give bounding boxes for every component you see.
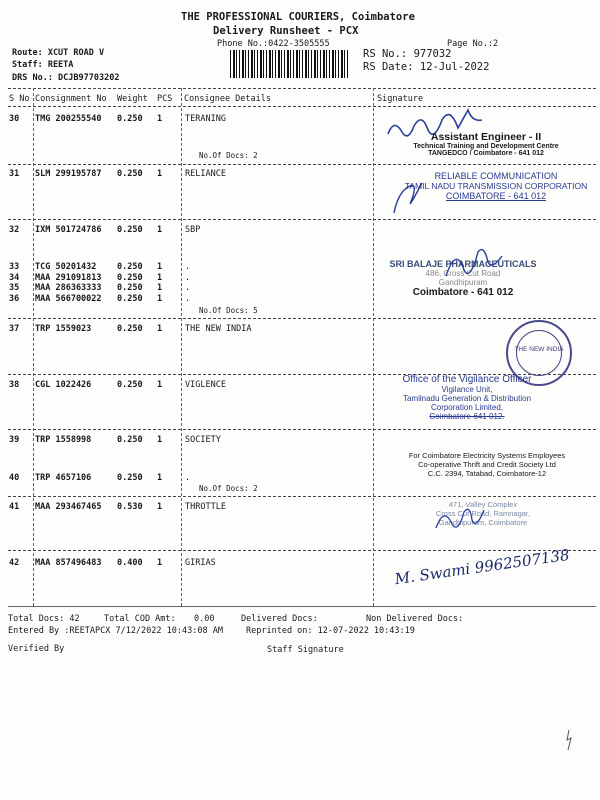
row-rule [8, 164, 596, 165]
header-top-rule [8, 88, 596, 89]
stamp-line: Cross Cut Road, Ramnagar, [435, 509, 531, 518]
col-divider [33, 88, 34, 606]
row-consignment: TMG 200255540 [35, 114, 102, 124]
row-pcs: 1 [157, 502, 163, 512]
row-pcs: 1 [157, 273, 163, 283]
row-consignee: GIRIAS [185, 558, 216, 568]
row-pcs: 1 [157, 169, 163, 179]
col-sno: S No [9, 94, 30, 104]
row-sno: 30 [9, 114, 20, 124]
row-sno: 39 [9, 435, 20, 445]
stamp-electricity-society [378, 451, 596, 478]
row-consignment: MAA 286363333 [35, 283, 102, 293]
row-rule [8, 496, 596, 497]
row-pcs: 1 [157, 380, 163, 390]
verified-by: Verified By [8, 644, 65, 654]
table-bottom-rule [8, 606, 596, 607]
docs-count: No.Of Docs: 2 [199, 151, 258, 160]
page-number: Page No.:2 [447, 39, 499, 49]
drs-number: DRS No.: DCJB97703202 [12, 73, 120, 83]
row-consignee: THE NEW INDIA [185, 324, 252, 334]
row-consignee: . [185, 473, 191, 483]
stamp-line: COIMBATORE - 641 012 [445, 191, 547, 201]
row-consignee: . [185, 273, 191, 283]
total-cod-value: 0.00 [194, 614, 215, 624]
stamp-line: Coimbatore - 641 012 [412, 287, 514, 298]
rs-date: RS Date: 12-Jul-2022 [363, 61, 490, 73]
total-docs: Total Docs: 42 [8, 614, 80, 624]
row-rule [8, 429, 596, 430]
row-consignee: VIGLENCE [185, 380, 226, 390]
row-consignment: SLM 299195787 [35, 169, 102, 179]
reprinted-on: Reprinted on: 12-07-2022 10:43:19 [246, 626, 415, 636]
row-consignment: MAA 566700022 [35, 294, 102, 304]
stamp-line: Co-operative Thrift and Credit Society Ltd [418, 460, 556, 469]
row-consignee: THROTTLE [185, 502, 226, 512]
stamp-line: Gandhipuram, Coimbatore [438, 518, 528, 527]
row-consignee: . [185, 283, 191, 293]
row-consignment: TRP 1559023 [35, 324, 92, 334]
row-rule [8, 318, 596, 319]
stamp-line: RELIABLE COMMUNICATION [434, 171, 558, 181]
delivered-docs: Delivered Docs: [241, 614, 318, 624]
row-consignment: CGL 1022426 [35, 380, 92, 390]
row-weight: 0.250 [117, 283, 143, 293]
route-label: Route: XCUT ROAD V [12, 48, 105, 58]
row-pcs: 1 [157, 294, 163, 304]
signature-scribble [440, 242, 510, 282]
stamp-line: Office of the Vigilance Officer [402, 374, 532, 385]
row-consignee: . [185, 294, 191, 304]
row-consignment: MAA 291091813 [35, 273, 102, 283]
row-consignment: TRP 1558998 [35, 435, 92, 445]
row-consignment: MAA 857496483 [35, 558, 102, 568]
row-rule [8, 550, 596, 551]
row-weight: 0.250 [117, 262, 143, 272]
phone-number: Phone No.:0422-3505555 [217, 39, 330, 49]
row-weight: 0.250 [117, 273, 143, 283]
staff-label: Staff: REETA [12, 60, 74, 70]
total-cod-label: Total COD Amt: [104, 614, 176, 624]
row-sno: 33 [9, 262, 20, 272]
seal-text: THE NEW INDIA [514, 346, 564, 353]
row-pcs: 1 [157, 262, 163, 272]
row-pcs: 1 [157, 283, 163, 293]
stamp-line: Coimbatore-641 012. [429, 412, 505, 421]
row-weight: 0.250 [117, 294, 143, 304]
row-pcs: 1 [157, 324, 163, 334]
stamp-line: For Coimbatore Electricity Systems Employees [408, 451, 566, 460]
stamp-line: SRI BALAJE PHARMACEUTICALS [389, 259, 537, 269]
row-weight: 0.250 [117, 324, 143, 334]
row-weight: 0.250 [117, 225, 143, 235]
row-weight: 0.250 [117, 169, 143, 179]
row-pcs: 1 [157, 114, 163, 124]
row-consignee: RELIANCE [185, 169, 226, 179]
col-weight: Weight [117, 94, 148, 104]
signature-scribble [386, 175, 426, 220]
stamp-vigilance [382, 374, 552, 421]
stamp-line: Corporation Limited, [430, 403, 504, 412]
runsheet-title: Delivery Runsheet - PCX [213, 25, 359, 37]
row-sno: 35 [9, 283, 20, 293]
stamp-line: Gandhipuram [438, 278, 488, 287]
row-consignment: TCG 50201432 [35, 262, 97, 272]
stamp-line: C.C. 2394, Tatabad, Coimbatore-12 [427, 469, 547, 478]
entered-by: Entered By :REETAPCX 7/12/2022 10:43:08 AM [8, 626, 223, 636]
docs-count: No.Of Docs: 2 [199, 484, 258, 493]
row-consignment: TRP 4657106 [35, 473, 92, 483]
row-consignment: MAA 293467465 [35, 502, 102, 512]
non-delivered-docs: Non Delivered Docs: [366, 614, 464, 624]
stamp-reliable-communication [404, 171, 588, 201]
company-name: THE PROFESSIONAL COURIERS, Coimbatore [181, 11, 415, 23]
row-weight: 0.400 [117, 558, 143, 568]
row-pcs: 1 [157, 435, 163, 445]
row-pcs: 1 [157, 225, 163, 235]
signature-scribble [430, 498, 490, 538]
stamp-line: 471, Valley Complex [448, 500, 518, 509]
stamp-line: Assistant Engineer - II [430, 131, 542, 143]
col-signature: Signature [377, 94, 424, 104]
stamp-line: 486, Cross Cut Road [425, 269, 501, 278]
row-weight: 0.250 [117, 380, 143, 390]
row-sno: 41 [9, 502, 20, 512]
row-consignee: TERANING [185, 114, 226, 124]
row-sno: 36 [9, 294, 20, 304]
row-consignee: . [185, 262, 191, 272]
row-rule [8, 219, 596, 220]
col-pcs: PCS [157, 94, 173, 104]
handwritten-note: M. Swami 9962507138 [393, 545, 571, 589]
header-bottom-rule [8, 106, 596, 107]
row-weight: 0.250 [117, 435, 143, 445]
row-pcs: 1 [157, 558, 163, 568]
staff-signature: Staff Signature [267, 645, 344, 655]
row-weight: 0.530 [117, 502, 143, 512]
stamp-line: Technical Training and Development Centre [413, 143, 559, 150]
row-consignee: SBP [185, 225, 201, 235]
row-sno: 38 [9, 380, 20, 390]
col-consignee: Consignee Details [184, 94, 271, 104]
pen-mark [562, 728, 576, 754]
row-weight: 0.250 [117, 114, 143, 124]
stamp-assistant-engineer [376, 131, 596, 157]
stamp-line: Vigilance Unit, [441, 385, 493, 394]
row-pcs: 1 [157, 473, 163, 483]
row-consignment: IXM 501724786 [35, 225, 102, 235]
row-sno: 34 [9, 273, 20, 283]
stamp-line: TANGEDCO / Coimbatore - 641 012 [428, 150, 544, 157]
col-divider [181, 88, 182, 606]
barcode [230, 50, 348, 78]
row-consignee: SOCIETY [185, 435, 221, 445]
row-sno: 32 [9, 225, 20, 235]
row-sno: 31 [9, 169, 20, 179]
stamp-line: TAMIL NADU TRANSMISSION CORPORATION [404, 181, 588, 191]
col-divider [373, 88, 374, 606]
col-consignment: Consignment No [35, 94, 107, 104]
row-sno: 40 [9, 473, 20, 483]
rs-number: RS No.: 977032 [363, 48, 452, 60]
row-weight: 0.250 [117, 473, 143, 483]
row-sno: 42 [9, 558, 20, 568]
stamp-line: Tamilnadu Generation & Distribution [402, 394, 532, 403]
docs-count: No.Of Docs: 5 [199, 306, 258, 315]
row-sno: 37 [9, 324, 20, 334]
